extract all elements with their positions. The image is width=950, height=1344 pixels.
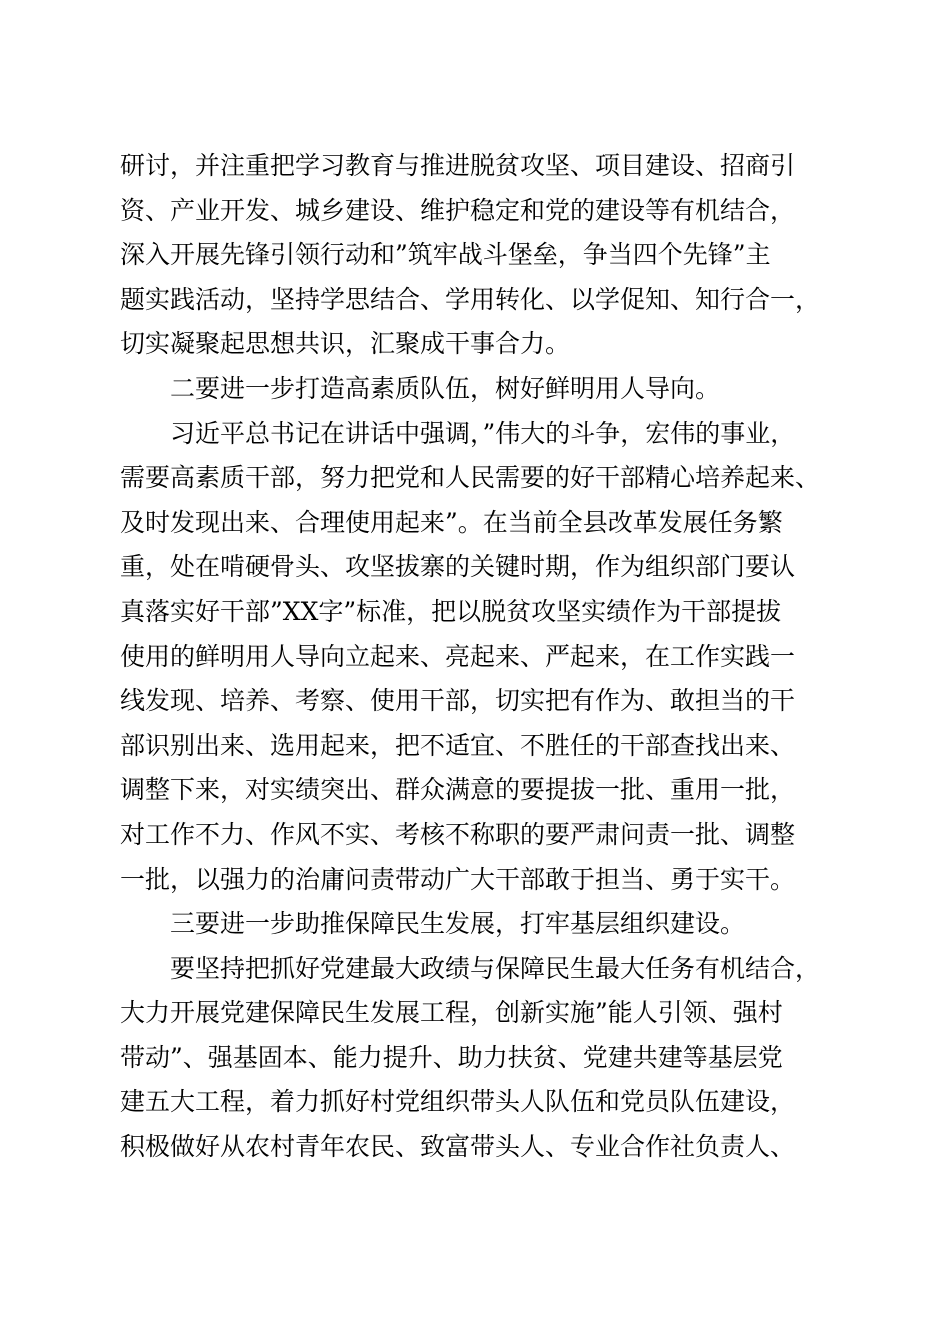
text-line: 使用的鲜明用人导向立起来、亮起来、严起来，在工作实践一 bbox=[120, 641, 796, 671]
text-line: 真落实好干部”XX字”标准，把以脱贫攻坚实绩作为干部提拔 bbox=[120, 596, 782, 626]
text-line: 一批，以强力的治庸问责带动广大干部敢于担当、勇于实干。 bbox=[120, 864, 796, 894]
text-line: 调整下来，对实绩突出、群众满意的要提拔一批、重用一批， bbox=[120, 775, 796, 805]
text-line: 需要高素质干部，努力把党和人民需要的好干部精心培养起来、 bbox=[120, 463, 821, 493]
body-text bbox=[120, 144, 840, 1170]
text-line: 深入开展先锋引领行动和”筑牢战斗堡垒，争当四个先锋”主 bbox=[120, 240, 771, 270]
text-line: 切实凝聚起思想共识，汇聚成干事合力。 bbox=[120, 329, 571, 359]
text-line: 线发现、培养、考察、使用干部，切实把有作为、敢担当的干 bbox=[120, 686, 796, 716]
section-heading: 三要进一步助推保障民生发展，打牢基层组织建设。 bbox=[120, 909, 746, 939]
text-line: 习近平总书记在讲话中强调，”伟大的斗争，宏伟的事业， bbox=[120, 418, 796, 448]
text-line: 及时发现出来、合理使用起来”。在当前全县改革发展任务繁 bbox=[120, 507, 783, 537]
section-heading: 二要进一步打造高素质队伍，树好鲜明用人导向。 bbox=[120, 373, 721, 403]
text-line: 对工作不力、作风不实、考核不称职的要严肃问责一批、调整 bbox=[120, 819, 796, 849]
text-line: 带动”、强基固本、能力提升、助力扶贫、党建共建等基层党 bbox=[120, 1042, 783, 1072]
text-line: 要坚持把抓好党建最大政绩与保障民生最大任务有机结合， bbox=[120, 953, 821, 983]
text-line: 积极做好从农村青年农民、致富带头人、专业合作社负责人、 bbox=[120, 1132, 796, 1162]
text-line: 大力开展党建保障民生发展工程，创新实施”能人引领、强村 bbox=[120, 998, 783, 1028]
text-line: 研讨，并注重把学习教育与推进脱贫攻坚、项目建设、招商引 bbox=[120, 151, 796, 180]
text-line: 重，处在啃硬骨头、攻坚拔寨的关键时期，作为组织部门要认 bbox=[120, 552, 796, 582]
text-line: 资、产业开发、城乡建设、维护稳定和党的建设等有机结合， bbox=[120, 195, 796, 225]
text-line: 题实践活动，坚持学思结合、学用转化、以学促知、知行合一， bbox=[120, 284, 821, 314]
text-line: 建五大工程，着力抓好村党组织带头人队伍和党员队伍建设， bbox=[120, 1087, 796, 1117]
text-line: 部识别出来、选用起来，把不适宜、不胜任的干部查找出来、 bbox=[120, 730, 796, 760]
